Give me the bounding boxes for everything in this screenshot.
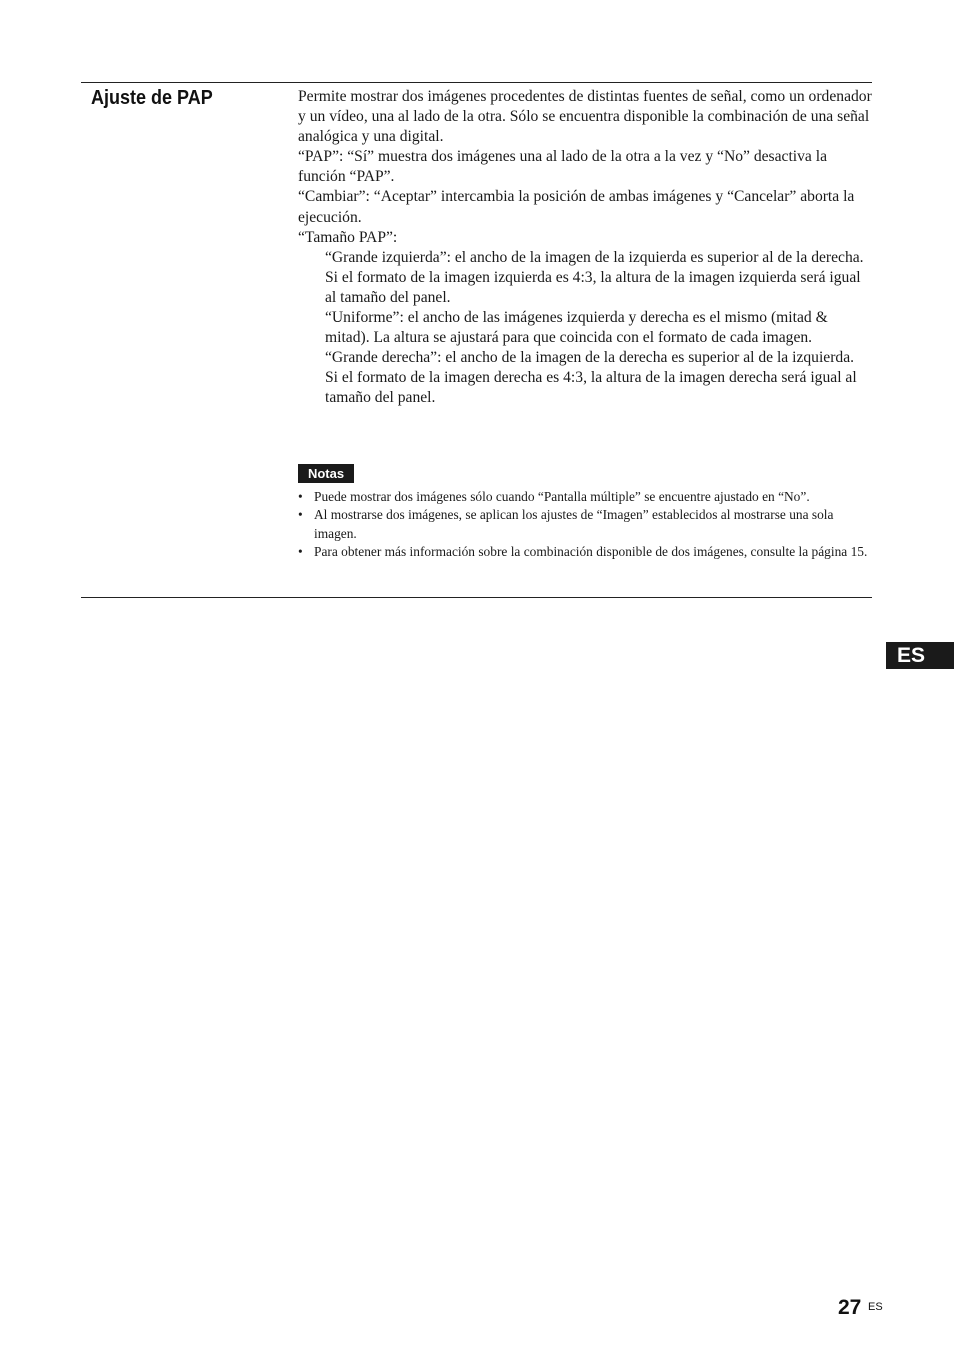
language-tab: ES: [886, 642, 954, 669]
note-text: Para obtener más información sobre la combinación disponible de dos imágenes, consulte la página 15.: [314, 544, 868, 560]
tamano-option-grande-izquierda: “Grande izquierda”: el ancho de la imagen de la izquierda es superior al de la derecha.: [325, 248, 864, 266]
note-text: Al mostrarse dos imágenes, se aplican los ajustes de “Imagen” establecidos al mostrarse una sola imagen.: [314, 507, 834, 541]
tamano-option-grande-derecha: “Grande derecha”: el ancho de la imagen de la derecha es superior al de la izquierda.: [325, 349, 855, 367]
list-item: [298, 506, 874, 543]
page-number: 27: [838, 1296, 862, 1319]
bullet-icon: •: [298, 489, 303, 504]
notes-badge: Notas: [298, 464, 354, 483]
list-item: [298, 543, 874, 561]
pap-paragraph: “PAP”: “Sí” muestra dos imágenes una al lado de la otra a la vez y “No” desactiva la función “PAP”.: [298, 148, 827, 186]
tamano-pap-label: “Tamaño PAP”:: [298, 228, 398, 246]
tamano-option-uniforme: “Uniforme”: el ancho de las imágenes izquierda y derecha es el mismo (mitad & mitad). La altura se ajustará para que coincida con el formato de cada imagen.: [325, 309, 828, 347]
page-language-suffix: ES: [868, 1301, 883, 1313]
section-title: Ajuste de PAP: [91, 87, 213, 109]
cambiar-paragraph: “Cambiar”: “Aceptar” intercambia la posición de ambas imágenes y “Cancelar” aborta la ejecución.: [298, 188, 855, 226]
note-text: Puede mostrar dos imágenes sólo cuando “Pantalla múltiple” se encuentre ajustado en “No”.: [314, 489, 810, 504]
description-block: [298, 87, 872, 409]
list-item: [298, 488, 874, 506]
bullet-icon: •: [298, 544, 303, 560]
notes-list: [298, 488, 874, 562]
tamano-option-derecha-note: Si el formato de la imagen derecha es 4:3, la altura de la imagen derecha será igual al tamaño del panel.: [325, 369, 857, 407]
top-divider: [81, 82, 872, 83]
intro-paragraph: Permite mostrar dos imágenes procedentes de distintas fuentes de señal, como un ordenador y un vídeo, una al lado de la otra. Sólo se encuentra disponible la combinación de una señal analógica y una digital.: [298, 88, 872, 146]
bullet-icon: •: [298, 507, 303, 523]
bottom-divider: [81, 597, 872, 598]
tamano-option-izquierda-note: Si el formato de la imagen izquierda es 4:3, la altura de la imagen izquierda será igual al tamaño del panel.: [325, 268, 861, 306]
